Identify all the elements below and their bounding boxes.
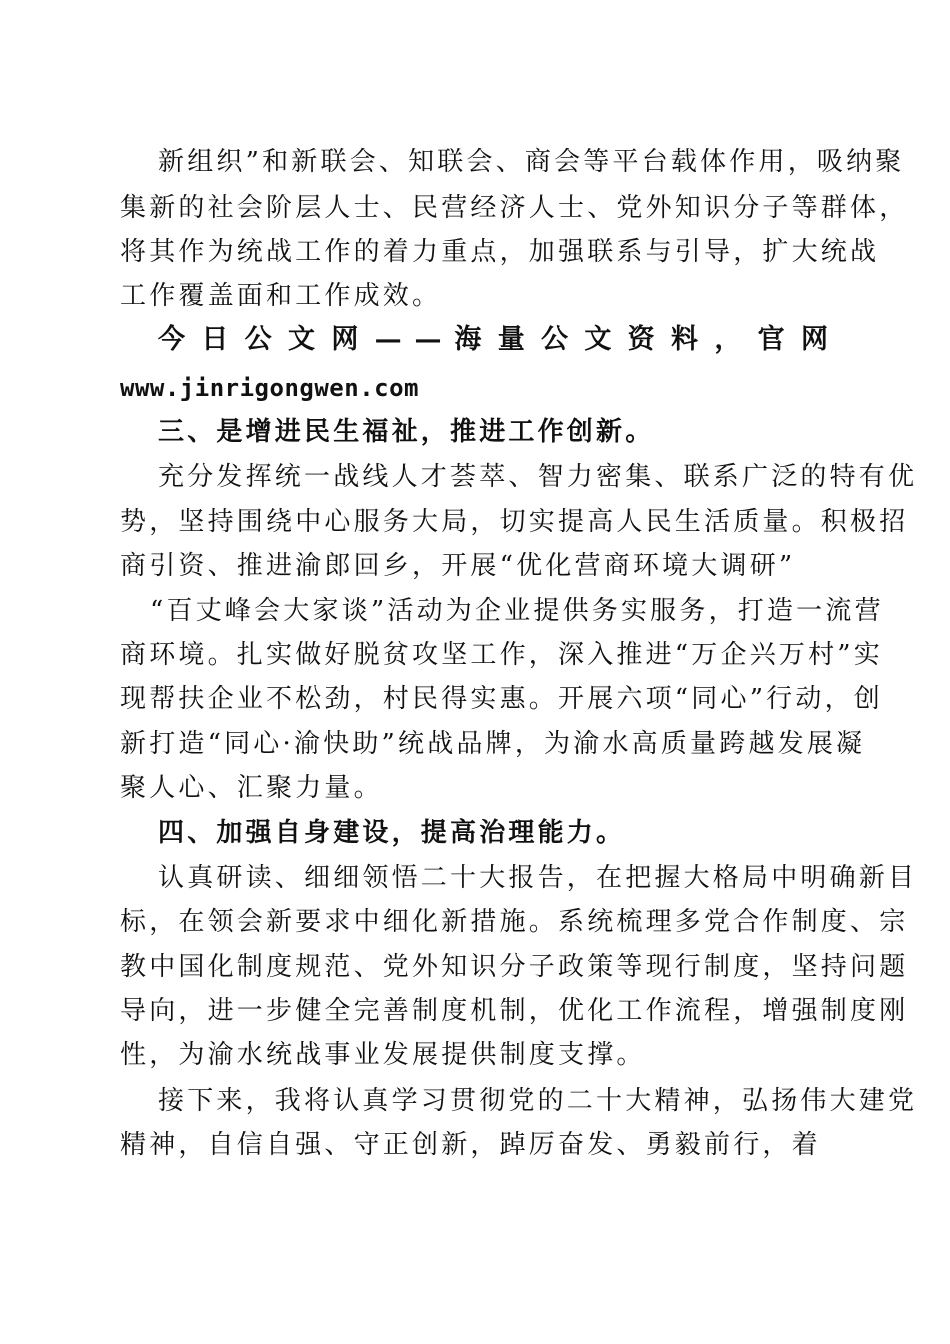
paragraph-line: “百丈峰会大家谈”活动为企业提供务实服务，打造一流营 [150,596,884,626]
section-heading: 四、加强自身建设，提高治理能力。 [158,818,626,848]
paragraph-line: 将其作为统战工作的着力重点，加强联系与引导，扩大统战 [120,237,880,267]
paragraph-line: 标，在领会新要求中细化新措施。系统梳理多党合作制度、宗 [120,907,909,937]
paragraph-line: 现帮扶企业不松劲，村民得实惠。开展六项“同心”行动，创 [120,684,883,714]
paragraph-line: 聚人心、汇聚力量。 [120,773,383,803]
paragraph-line: 新打造“同心·渝快助”统战品牌，为渝水高质量跨越发展凝 [120,729,866,759]
promo-url[interactable]: www.jinrigongwen.com [120,374,419,402]
paragraph-line: 势，坚持围绕中心服务大局，切实提高人民生活质量。积极招 [120,507,909,537]
paragraph-line: 教中国化制度规范、党外知识分子政策等现行制度，坚持问题 [120,952,909,982]
paragraph-line: 商引资、推进渝郎回乡，开展“优化营商环境大调研” [120,551,796,581]
paragraph-line: 新组织”和新联会、知联会、商会等平台载体作用，吸纳聚 [158,147,905,177]
paragraph-line: 集新的社会阶层人士、民营经济人士、党外知识分子等群体， [120,193,909,223]
paragraph-line: 认真研读、细细领悟二十大报告，在把握大格局中明确新目 [158,863,918,893]
paragraph-line: 导向，进一步健全完善制度机制，优化工作流程，增强制度刚 [120,996,909,1026]
promo-banner: 今 日 公 文 网 — — 海 量 公 文 资 料 ， 官 网 [158,324,828,355]
paragraph-line: 接下来，我将认真学习贯彻党的二十大精神，弘扬伟大建党 [158,1086,918,1116]
paragraph-line: 精神，自信自强、守正创新，踔厉奋发、勇毅前行，着 [120,1130,821,1160]
section-heading: 三、是增进民生福祉，推进工作创新。 [158,417,655,447]
paragraph-line: 充分发挥统一战线人才荟萃、智力密集、联系广泛的特有优 [158,462,918,492]
paragraph-line: 商环境。扎实做好脱贫攻坚工作，深入推进“万企兴万村”实 [120,640,883,670]
paragraph-line: 性，为渝水统战事业发展提供制度支撑。 [120,1040,646,1070]
paragraph-line: 工作覆盖面和工作成效。 [120,281,442,311]
